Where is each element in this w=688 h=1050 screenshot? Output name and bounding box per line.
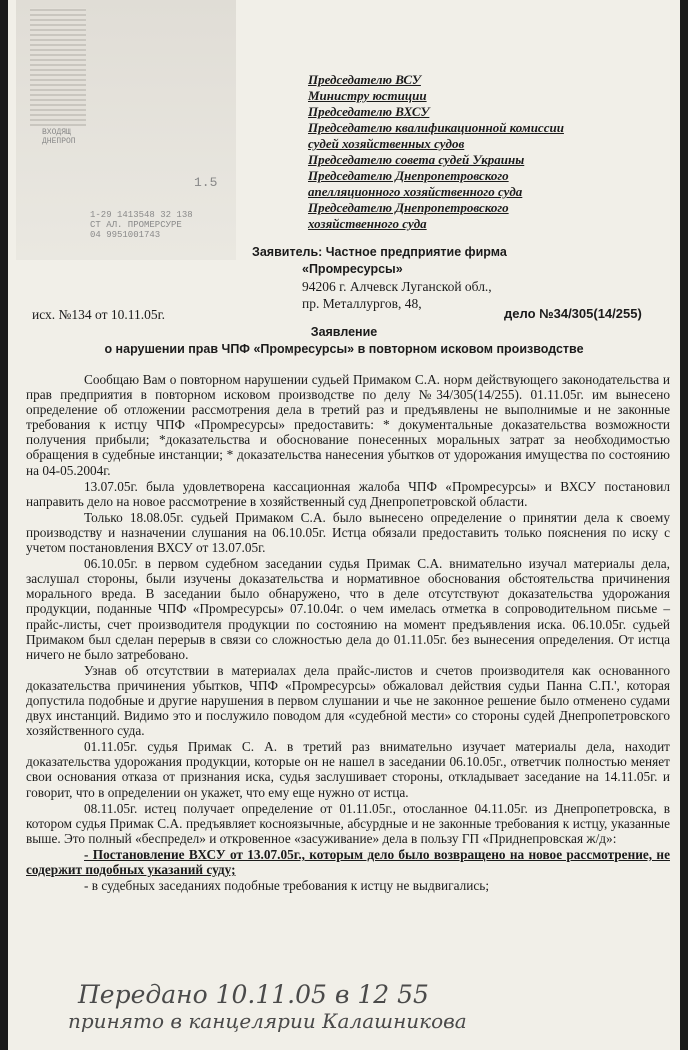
handwritten-line-2: принято в канцелярии Калашникова bbox=[68, 1009, 467, 1033]
title-line-2: о нарушении прав ЧПФ «Промресурсы» в повторном исковом производстве bbox=[104, 342, 584, 356]
handwritten-line-1: Передано 10.11.05 в 12 55 bbox=[78, 980, 429, 1009]
addressee-line: апелляционного хозяйственного суда bbox=[308, 184, 523, 199]
handwritten-note bbox=[68, 982, 680, 1034]
applicant-address-2: пр. Металлургов, 48, bbox=[302, 296, 422, 311]
applicant-block bbox=[252, 244, 507, 312]
title-line-1: Заявление bbox=[310, 325, 378, 339]
paragraph: 01.11.05г. судья Примак С. А. в третий раз внимательно изучает материалы дела, находит доказательства удорожания продукции, которые он не нашел в заседании 06.10.05г., ответчик полностью меняет свои основания отказа от признания иска, судья заслушивает стороны, откладывает заседание на 14.11.05г. и говорит, что в определении он укажет, что ему еще нужно от истца. bbox=[26, 739, 670, 800]
addressee-line: Председателю Днепропетровского bbox=[308, 200, 509, 215]
addressee-line: Министру юстиции bbox=[308, 88, 427, 103]
applicant-address-1: 94206 г. Алчевск Луганской обл., bbox=[302, 279, 492, 294]
addressee-line: Председателю квалификационной комиссии bbox=[308, 120, 564, 135]
bullet-plain: - в судебных заседаниях подобные требования к истцу не выдвигались; bbox=[84, 878, 490, 894]
addressee-line: судей хозяйственных судов bbox=[308, 136, 465, 151]
stamp-code: 1-29 1413548 32 138 СТ АЛ. ПРОМЕРСУРЕ 04 9951001743 bbox=[90, 210, 193, 240]
paragraph: Только 18.08.05г. судьей Примаком С.А. было вынесено определение о принятии дела к своему производству и назначении слушания на 06.10.05г. Истца обязали предоставить только пояснения по иску с учетом постановления ВХСУ от 13.07.05г. bbox=[26, 509, 670, 556]
addressee-list bbox=[308, 72, 668, 232]
stamp-barcode bbox=[30, 8, 86, 126]
stamp-text: ВХОДЯЩ ДНЕПРОП bbox=[42, 128, 76, 146]
applicant-firm: «Промресурсы» bbox=[302, 262, 403, 276]
paragraph: 06.10.05г. в первом судебном заседании судья Примак С.А. внимательно изучал материалы дела, заслушал стороны, были изучены доказательства и нормативное обоснования обстоятельства причинения морального вреда. В заседании было обнаружено, что в деле отсутствуют доказательства удорожания продукции, поданные ЧПФ «Промресурсы» 07.10.04г. о чем имелась отметка в сопроводительном письме – прайс-листы, счет производителя продукции по состоянию на момент предъявления иска. 06.10.05г. судьей Примаком был сделан перерыв в связи со сложностью дела до 01.11.05г. без вынесения определения. От истца ничего не было затребовано. bbox=[26, 556, 670, 662]
addressee-line: Председателю ВХСУ bbox=[308, 104, 430, 119]
registration-stamp bbox=[16, 0, 236, 260]
document-body bbox=[26, 372, 670, 894]
paragraph: Узнав об отсутствии в материалах дела прайс-листов и счетов производителя как основанного доказательства причинения убытков, ЧПФ «Промресурсы» обжаловал действия судьи Панна С.П.', которая допустила подобные и другие нарушения в первом слушании и чье не законное решение было отменено судами двух инстанций. Видимо это и послужило поводом для «судебной мести» со стороны судей Днепропетровского хозяйственного суда. bbox=[26, 662, 670, 739]
addressee-line: хозяйственного суда bbox=[308, 216, 427, 231]
applicant-label: Заявитель: Частное предприятие фирма bbox=[252, 245, 507, 259]
document-title bbox=[8, 324, 680, 358]
addressee-line: Председателю Днепропетровского bbox=[308, 168, 509, 183]
paragraph: 08.11.05г. истец получает определение от 01.11.05г., отосланное 04.11.05г. из Днепропетровска, в котором судья Примак С.А. предъявляет косноязычные, абсурдные и не законные требования к истцу, указанные выше. Это полный «беспредел» и откровенное «засуживание» дела в пользу ГП «Приднепровская ж/д»: bbox=[26, 800, 670, 846]
document-page bbox=[8, 0, 680, 1050]
case-number: дело №34/305(14/255) bbox=[504, 306, 642, 321]
paragraph: Сообщаю Вам о повторном нарушении судьей Примаком С.А. норм действующего законодательства и прав предприятия в повторном исковом производстве по делу №34/305(14/255). 01.11.05г. им вынесено определение об отложении рассмотрения дела в третий раз и предъявлены не выполнимые и не законные требования к истцу ЧПФ «Промресурсы» предоставить: * документальные доказательства возможности получения прибыли; *доказательства и обоснование понесенных моральных затрат за необходимостью обращения в судебные инстанции; * доказательства нанесения убытков от удорожания имущества по состоянию на 04-05.2004г. bbox=[26, 372, 670, 478]
stamp-number: 1.5 bbox=[194, 175, 218, 190]
addressee-line: Председателю ВСУ bbox=[308, 72, 421, 87]
paragraph: 13.07.05г. была удовлетворена кассационная жалоба ЧПФ «Промресурсы» и ВХСУ постановил направить дело на новое рассмотрение в хозяйственный суд Днепропетровской области. bbox=[26, 478, 670, 509]
bullet-bold: - Постановление ВХСУ от 13.07.05г., которым дело было возвращено на новое рассмотрение, не содержит подобных указаний суду; bbox=[26, 846, 670, 877]
outgoing-number: исх. №134 от 10.11.05г. bbox=[32, 307, 166, 322]
addressee-line: Председателю совета судей Украины bbox=[308, 152, 525, 167]
